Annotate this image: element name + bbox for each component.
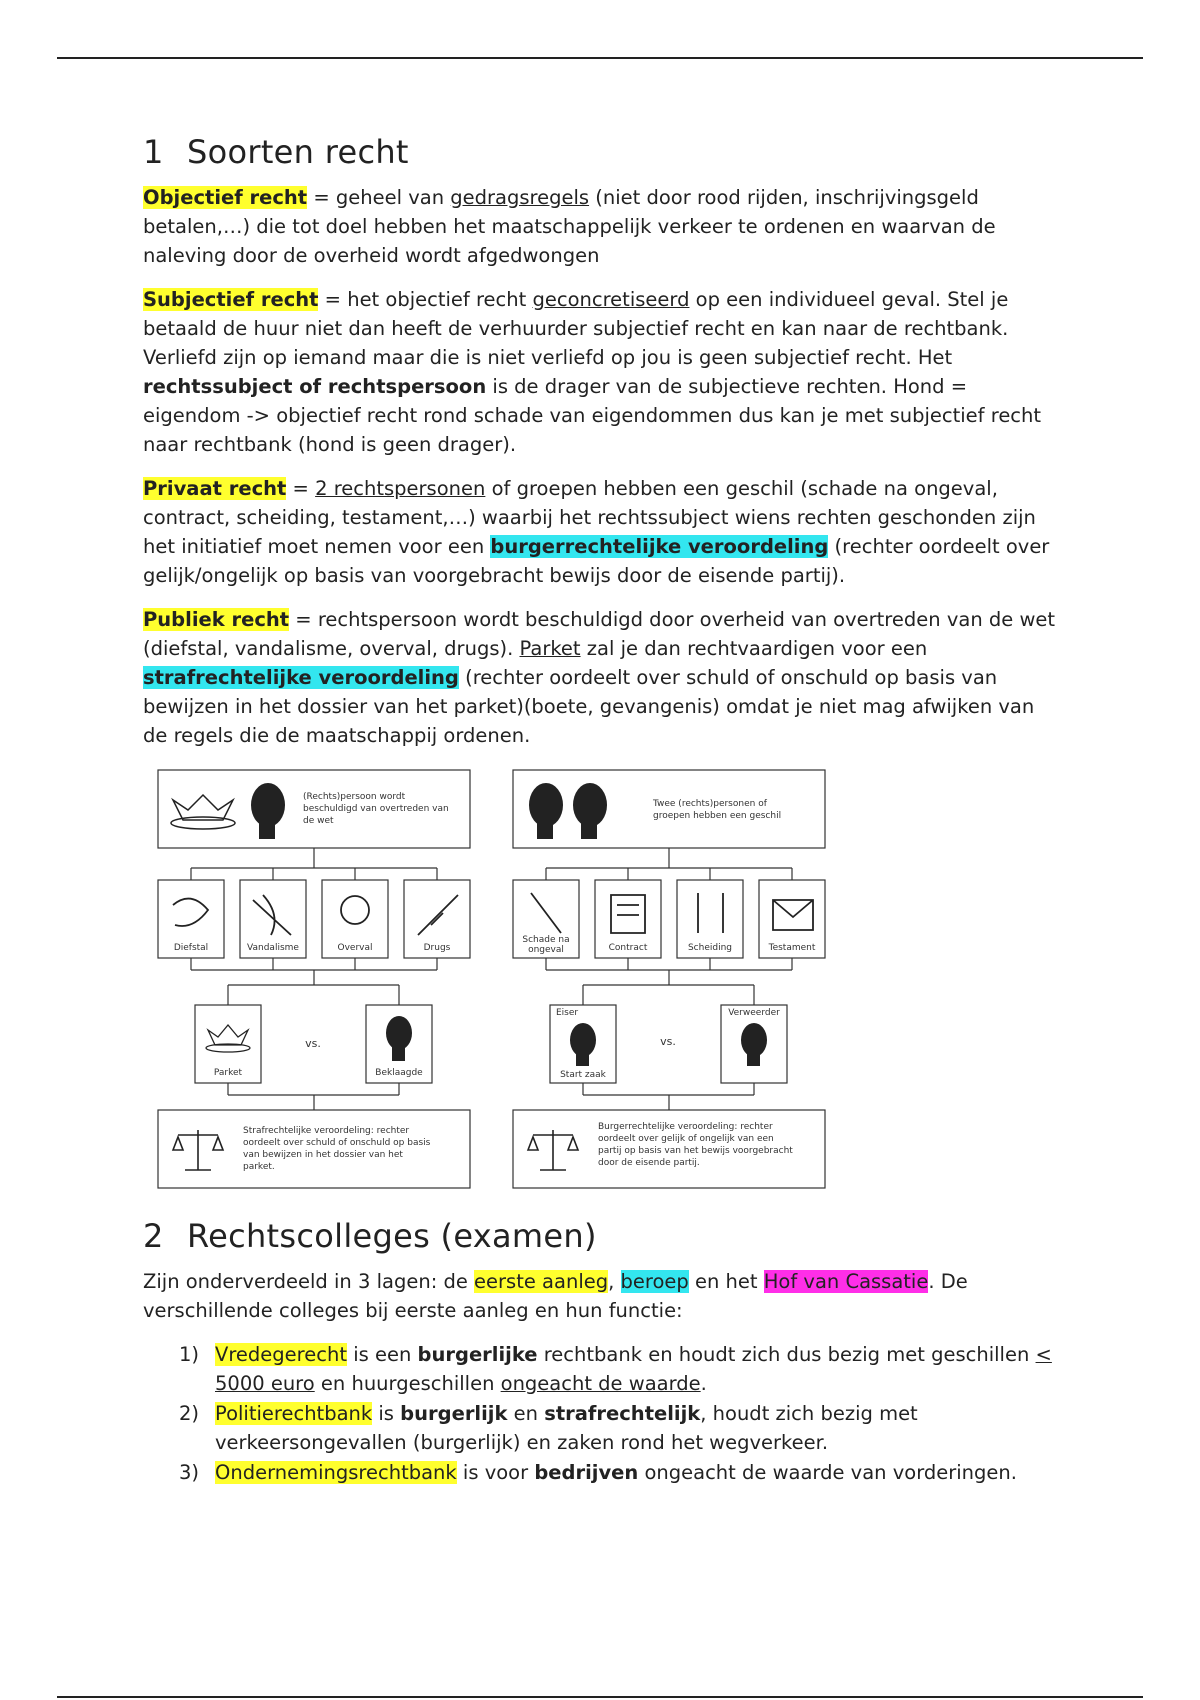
list-index: 2)	[179, 1402, 200, 1425]
list-index: 1)	[179, 1343, 200, 1366]
contract-icon	[611, 895, 645, 933]
vs-label: vs.	[660, 1035, 676, 1048]
bold-text: rechtssubject of rechtspersoon	[143, 375, 487, 398]
text: (rechter oordeelt over gelijk/ongelijk op basis van voorgebracht bewijs door de eisende partij).	[143, 535, 1050, 587]
item-label: Testament	[768, 943, 816, 953]
robbery-mask-icon	[341, 896, 369, 924]
section-2-heading	[143, 1217, 1063, 1255]
paragraph-privaat-recht	[143, 474, 1063, 590]
section-title: Soorten recht	[187, 133, 409, 171]
left-bottom-text: Strafrechtelijke veroordeling: rechter oordeelt over schuld of onschuld op basis van bewijzen in het dossier van het parket.	[243, 1126, 431, 1172]
text: (rechter oordeelt over schuld of onschuld op basis van bewijzen in het dossier van het parket)(boete, gevangenis) omdat je niet mag afwijken van de regels die de maatschappij ordenen.	[143, 666, 1035, 747]
text: en het	[688, 1270, 764, 1293]
item-label: Overval	[337, 943, 373, 953]
paragraph-subjectief-recht	[143, 285, 1063, 459]
bold-text: strafrechtelijk	[544, 1402, 701, 1425]
text: of groepen hebben een geschil (schade na ongeval, contract, scheiding, testament,…) waarbij het rechtssubject wiens rechten geschonden zijn het initiatief moet nemen voor een	[143, 477, 1036, 558]
text: en huurgeschillen	[314, 1372, 501, 1395]
person-head-icon	[251, 783, 285, 839]
underlined-text: ongeacht de waarde	[500, 1372, 701, 1395]
underlined-text: < 5000 euro	[215, 1343, 1052, 1395]
term-highlight: Publiek recht	[143, 608, 290, 631]
text: is een	[347, 1343, 418, 1366]
yellow-highlight: Vredegerecht	[215, 1343, 347, 1366]
scales-icon	[528, 1130, 578, 1170]
party-label: Parket	[213, 1068, 243, 1078]
rechtscolleges-list	[143, 1340, 1063, 1487]
crown-icon	[171, 795, 235, 829]
item-label: Vandalisme	[247, 943, 299, 953]
person-head-icon	[386, 1016, 412, 1061]
text: . De verschillende colleges bij eerste aanleg en hun functie:	[143, 1270, 968, 1322]
magenta-highlight: Hof van Cassatie	[763, 1270, 929, 1293]
text: ongeacht de waarde van vorderingen.	[638, 1461, 1017, 1484]
text: = geheel van	[307, 186, 451, 209]
footer-rule	[57, 1696, 1143, 1698]
party-label: Eiser	[556, 1008, 579, 1018]
party-label: Verweerder	[728, 1008, 780, 1018]
text: = rechtspersoon wordt beschuldigd door overheid van overtreden van de wet (diefstal, vandalisme, overval, drugs).	[143, 608, 1056, 660]
yellow-highlight: eerste aanleg	[474, 1270, 609, 1293]
left-top-text: (Rechts)persoon wordt beschuldigd van overtreden van de wet	[303, 792, 449, 826]
text: .	[700, 1372, 707, 1395]
underlined-text: geconcretiseerd	[532, 288, 690, 311]
list-item	[143, 1399, 1063, 1457]
person-head-icon	[570, 1023, 596, 1066]
underlined-text: Parket	[519, 637, 581, 660]
text: = het objectief recht	[318, 288, 533, 311]
list-item	[143, 1340, 1063, 1398]
cyan-highlight: strafrechtelijke veroordeling	[143, 666, 459, 689]
paragraph-intro	[143, 1267, 1063, 1325]
paragraph-objectief-recht	[143, 183, 1063, 270]
yellow-highlight: Ondernemingsrechtbank	[215, 1461, 457, 1484]
section-number: 2	[143, 1217, 164, 1255]
text: is de drager van de subjectieve rechten. Hond = eigendom -> objectief recht rond schade van eigendommen dus kan je met subjectief recht naar rechtbank (hond is geen drager).	[143, 375, 1042, 456]
text: is voor	[456, 1461, 535, 1484]
item-label: Schade na ongeval	[522, 935, 570, 955]
term-highlight: Objectief recht	[143, 186, 308, 209]
term-highlight: Privaat recht	[143, 477, 287, 500]
section-title: Rechtscolleges (examen)	[187, 1217, 597, 1255]
bold-text: burgerlijk	[400, 1402, 508, 1425]
underlined-text: 2 rechtspersonen	[315, 477, 486, 500]
divorce-icon	[698, 893, 723, 933]
envelope-icon	[773, 900, 813, 930]
text: , houdt zich bezig met verkeersongevallen (burgerlijk) en zaken rond het wegverkeer.	[215, 1402, 918, 1454]
item-label: Contract	[608, 943, 648, 953]
text: op een individueel geval. Stel je betaald de huur niet dan heeft de verhuurder subjectief recht en kan naar de rechtbank. Verliefd zijn op iemand maar die is niet verliefd op jou is geen subjectief recht. Het	[143, 288, 1009, 369]
text: rechtbank en houdt zich dus bezig met geschillen	[537, 1343, 1036, 1366]
text: zal je dan rechtvaardigen voor een	[580, 637, 928, 660]
vandalism-icon	[253, 895, 291, 935]
party-label: Start zaak	[560, 1070, 606, 1080]
bold-text: burgerlijke	[417, 1343, 538, 1366]
text: en	[507, 1402, 545, 1425]
two-heads-icon	[529, 783, 607, 839]
cyan-highlight: burgerrechtelijke veroordeling	[490, 535, 829, 558]
recht-diagram	[153, 765, 833, 1205]
party-label: Beklaagde	[375, 1068, 423, 1078]
syringe-icon	[418, 895, 458, 935]
item-label: Drugs	[423, 943, 451, 953]
yellow-highlight: Politierechtbank	[215, 1402, 373, 1425]
scales-icon	[173, 1130, 223, 1170]
right-top-text: Twee (rechts)personen of groepen hebben een geschil	[653, 799, 782, 821]
right-bottom-text: Burgerrechtelijke veroordeling: rechter oordeelt over gelijk of ongelijk van een partij op basis van het bewijs voorgebracht door de eisende partij.	[598, 1122, 793, 1168]
cyan-highlight: beroep	[620, 1270, 689, 1293]
text: is	[372, 1402, 401, 1425]
header-rule	[57, 57, 1143, 59]
paragraph-publiek-recht	[143, 605, 1063, 750]
accident-icon	[531, 893, 561, 933]
list-item	[143, 1458, 1063, 1487]
item-label: Diefstal	[173, 943, 209, 953]
text: =	[286, 477, 316, 500]
term-highlight: Subjectief recht	[143, 288, 319, 311]
item-label: Scheiding	[687, 943, 733, 953]
section-1-heading	[143, 133, 1063, 171]
document-body	[143, 133, 1063, 1488]
section-number: 1	[143, 133, 164, 171]
crown-icon	[206, 1025, 250, 1052]
text: (niet door rood rijden, inschrijvingsgeld betalen,…) die tot doel hebben het maatschappelijk verkeer te ordenen en waarvan de naleving door de overheid wordt afgedwongen	[143, 186, 996, 267]
person-head-icon	[741, 1023, 767, 1066]
text: Zijn onderverdeeld in 3 lagen: de	[143, 1270, 475, 1293]
theft-icon	[173, 899, 208, 926]
list-index: 3)	[179, 1461, 200, 1484]
text: ,	[608, 1270, 621, 1293]
vs-label: vs.	[305, 1037, 321, 1050]
bold-text: bedrijven	[534, 1461, 639, 1484]
underlined-text: gedragsregels	[450, 186, 590, 209]
